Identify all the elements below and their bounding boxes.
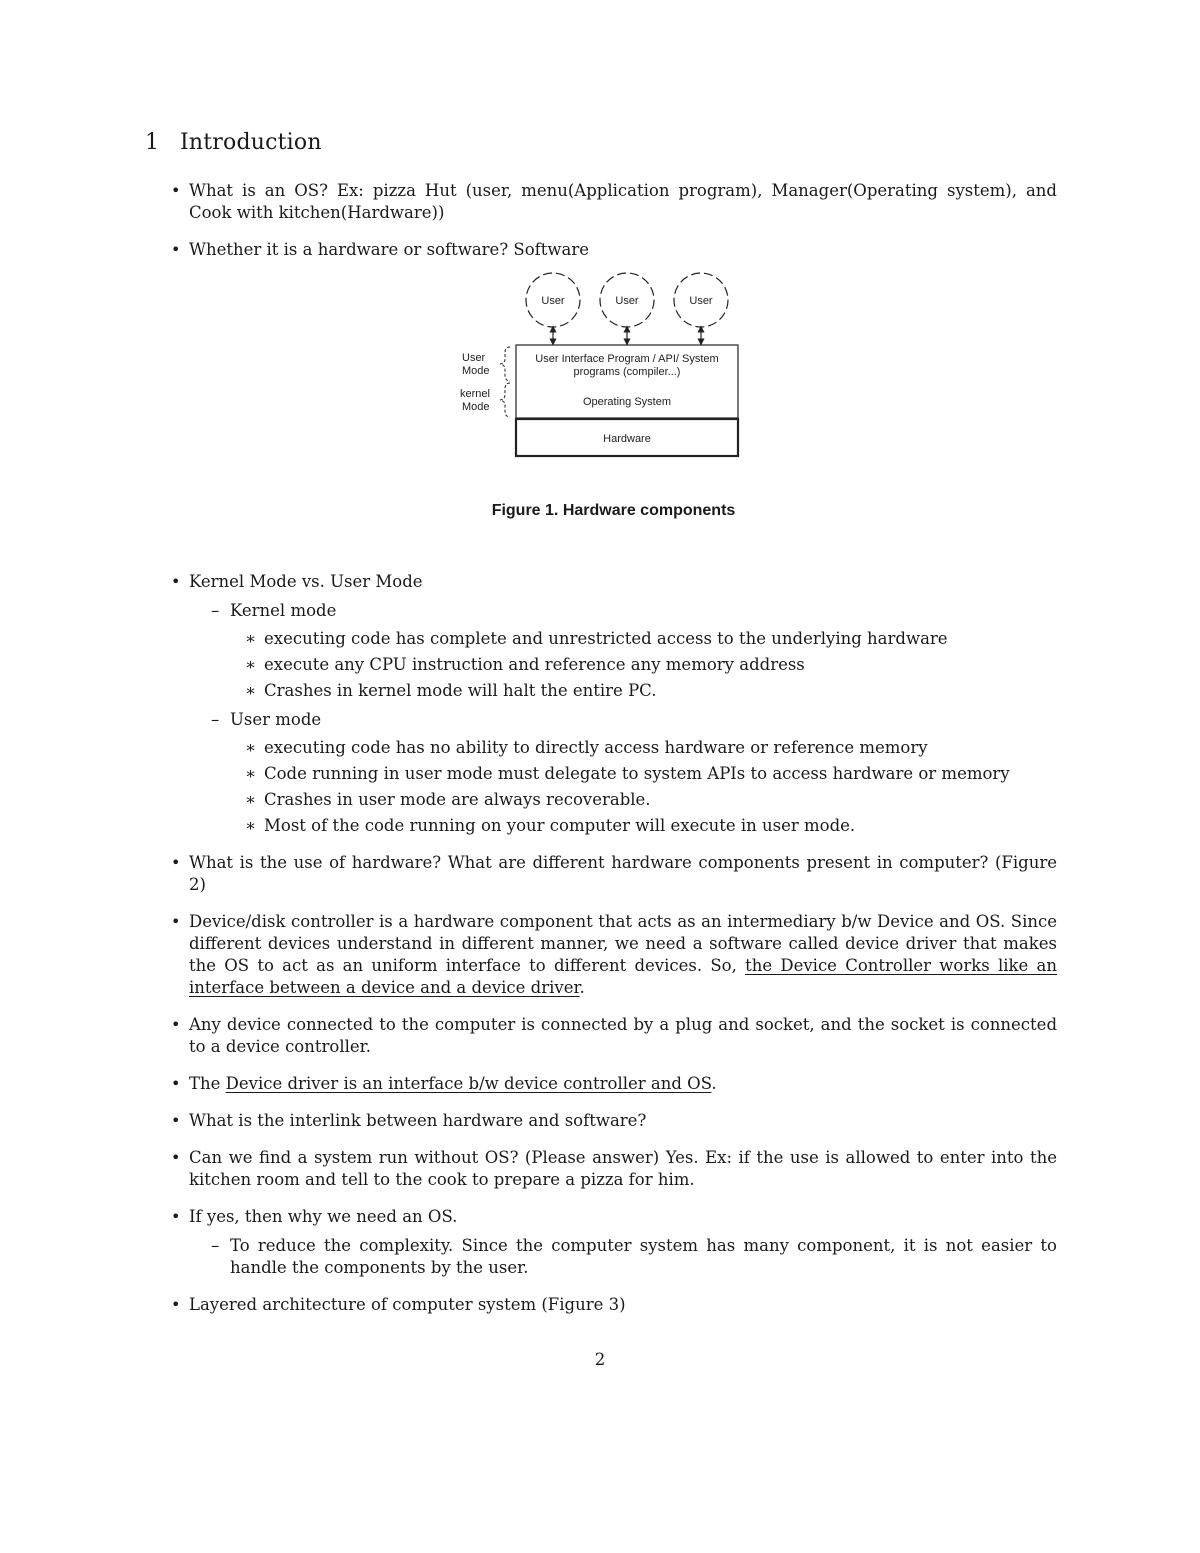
kernel-mode-item: ∗ Crashes in kernel mode will halt the entire PC. — [230, 680, 1057, 702]
user-mode-item: ∗ executing code has no ability to directly access hardware or reference memory — [230, 737, 1057, 759]
ui-layer-line-1: User Interface Program / API/ System — [535, 353, 719, 365]
user-label: User — [615, 295, 639, 307]
list-item: • Whether it is a hardware or software? Software — [170, 239, 1057, 261]
kernel-mode-label: Kernel mode — [230, 601, 337, 620]
sub-list-item — [189, 709, 1057, 837]
list-item — [170, 911, 1057, 999]
device-controller-text: Device/disk controller is a hardware component that acts as an intermediary b/w Device and OS. Since different devices understand in different manner, we need a software called device driver that makes the OS to act as an uniform interface to different devices. So, — [189, 912, 1057, 975]
list-item: • Layered architecture of computer system (Figure 3) — [170, 1294, 1057, 1316]
kernel-mode-item: ∗ executing code has complete and unrestricted access to the underlying hardware — [230, 628, 1057, 650]
list-item — [170, 571, 1057, 837]
section-number: 1 — [145, 130, 160, 155]
device-controller-underlined: the Device Controller works like an interface between a device and a device driver — [189, 956, 1057, 997]
user-label: User — [541, 295, 565, 307]
kernel-mode-label-2: Mode — [462, 401, 490, 413]
user-label: User — [689, 295, 713, 307]
section-heading — [145, 130, 322, 155]
list-item — [170, 1206, 1057, 1279]
main-bullet-list — [170, 571, 1057, 1316]
os-layer-label: Operating System — [582, 396, 672, 408]
user-mode-brace — [500, 347, 510, 381]
modes-heading: Kernel Mode vs. User Mode — [189, 572, 423, 591]
user-mode-label: User mode — [230, 710, 322, 729]
device-driver-prefix: The — [189, 1074, 226, 1093]
figure-caption: Figure 1. Hardware components — [491, 502, 736, 519]
sub-list-item — [189, 600, 1057, 702]
kernel-mode-brace — [500, 383, 510, 417]
user-mode-item: ∗ Code running in user mode must delegate to system APIs to access hardware or memory — [230, 763, 1057, 785]
section-title: Introduction — [180, 130, 322, 155]
top-bullet-list — [170, 180, 1057, 261]
main-content — [170, 180, 1057, 1331]
modes-sublist — [189, 600, 1057, 837]
user-mode-label-1: User — [462, 352, 486, 364]
user-mode-items — [230, 737, 1057, 837]
list-item: • What is an OS? Ex: pizza Hut (user, menu(Application program), Manager(Operating system), and Cook with kitchen(Hardware)) — [170, 180, 1057, 224]
device-driver-end: . — [711, 1074, 717, 1093]
hardware-layer-label: Hardware — [603, 433, 651, 445]
why-os-question: If yes, then why we need an OS. — [189, 1207, 458, 1226]
list-item: • What is the use of hardware? What are different hardware components present in computer? (Figure 2) — [170, 852, 1057, 896]
kernel-mode-label-1: kernel — [460, 388, 490, 400]
list-item: • What is the interlink between hardware and software? — [170, 1110, 1057, 1132]
user-mode-item: ∗ Most of the code running on your computer will execute in user mode. — [230, 815, 1057, 837]
device-driver-underlined: Device driver is an interface b/w device controller and OS — [225, 1074, 712, 1093]
list-item: • Any device connected to the computer is connected by a plug and socket, and the socket is connected to a device controller. — [170, 1014, 1057, 1058]
user-mode-label-2: Mode — [462, 365, 490, 377]
why-os-sublist — [189, 1235, 1057, 1279]
list-item — [170, 1073, 1057, 1095]
os-layers-diagram — [455, 271, 755, 466]
ui-layer-line-2: programs (compiler...) — [573, 366, 681, 378]
kernel-mode-items — [230, 628, 1057, 702]
why-os-answer: – To reduce the complexity. Since the computer system has many component, it is not easier to handle the components by the user. — [189, 1235, 1057, 1279]
page-number: 2 — [594, 1350, 606, 1369]
list-item: • Can we find a system run without OS? (Please answer) Yes. Ex: if the use is allowed to enter into the kitchen room and tell to the cook to prepare a pizza for him. — [170, 1147, 1057, 1191]
device-controller-end: . — [579, 978, 585, 997]
kernel-mode-item: ∗ execute any CPU instruction and reference any memory address — [230, 654, 1057, 676]
figure-1 — [170, 271, 1057, 553]
user-mode-item: ∗ Crashes in user mode are always recoverable. — [230, 789, 1057, 811]
